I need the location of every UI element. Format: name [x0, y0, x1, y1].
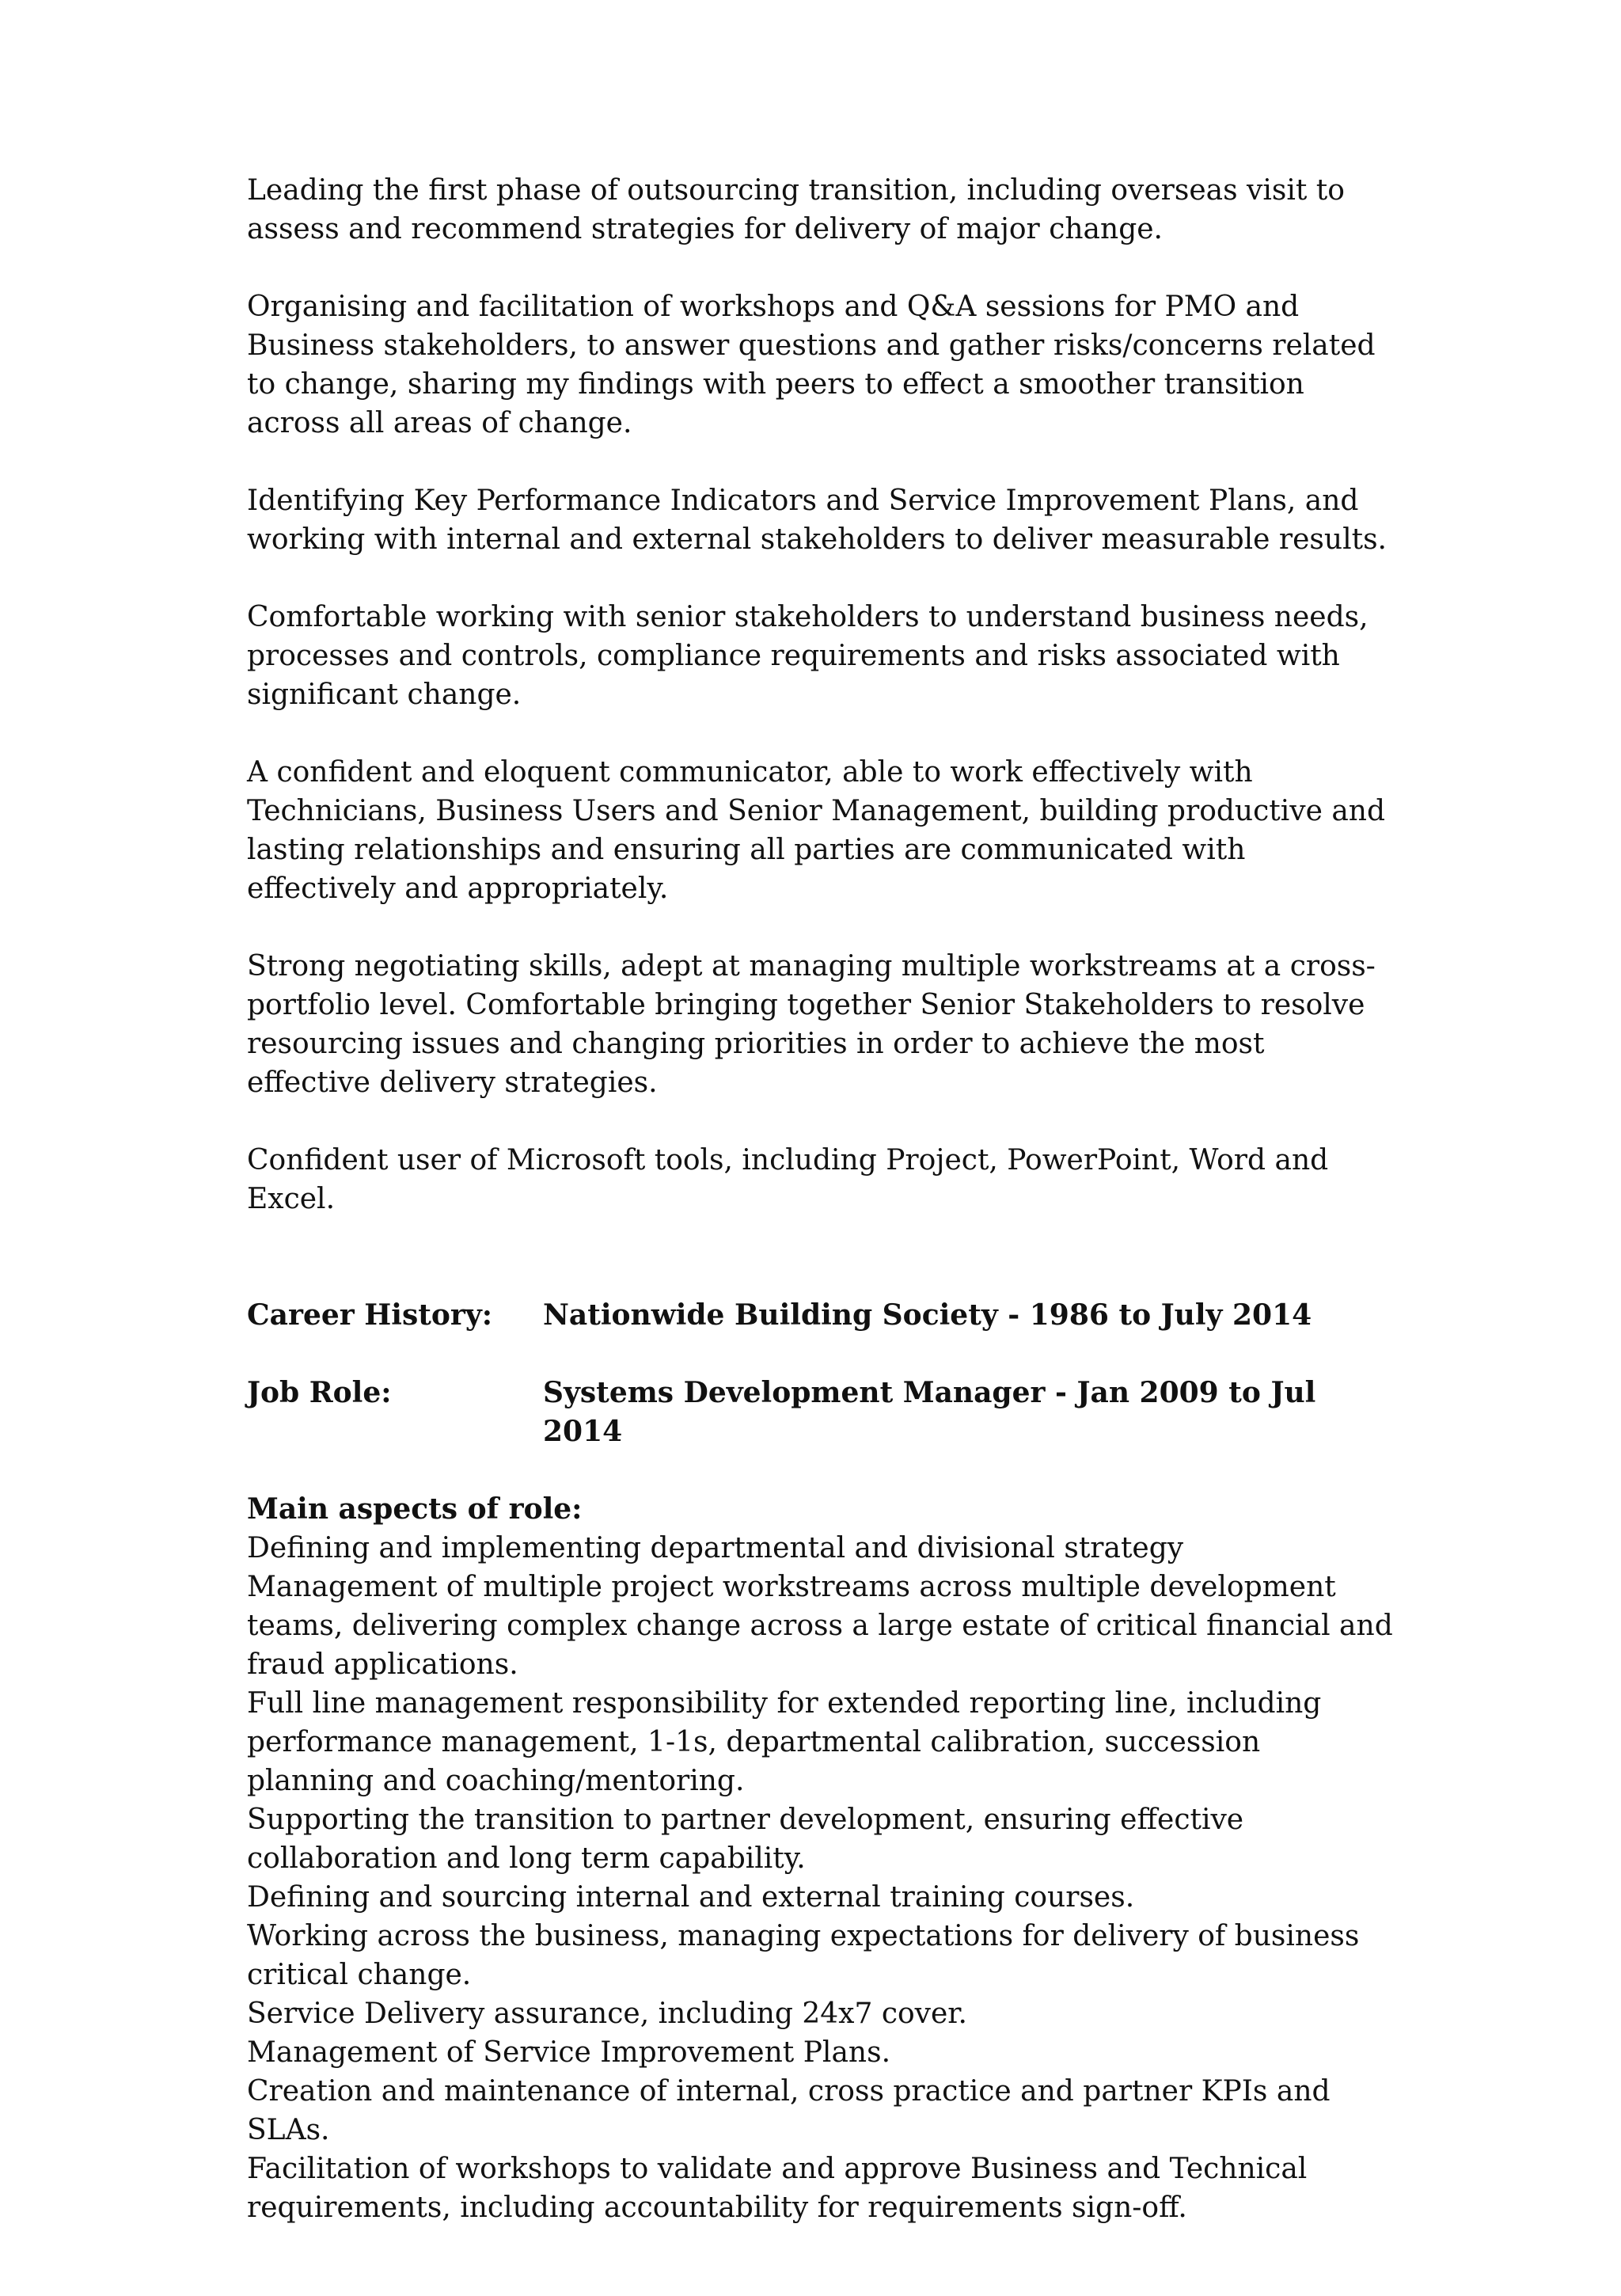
career-history-label: Career History:: [247, 1298, 493, 1332]
main-aspects-list: [247, 1529, 1395, 2227]
career-history-row: [247, 1296, 1395, 1335]
list-item: Creation and maintenance of internal, cross practice and partner KPIs and SLAs.: [247, 2075, 1331, 2146]
main-aspects-heading: Main aspects of role:: [247, 1492, 583, 1526]
list-item: Management of Service Improvement Plans.: [247, 2036, 891, 2069]
list-item: Service Delivery assurance, including 24x7 cover.: [247, 1998, 968, 2030]
summary-paragraph: A confident and eloquent communicator, able to work effectively with Technicians, Business Users and Senior Management, building productive and lasting relationships and ensuring all parties are communicated with effectively and appropriately.: [247, 756, 1386, 905]
summary-paragraph: Confident user of Microsoft tools, including Project, PowerPoint, Word and Excel.: [247, 1144, 1329, 1215]
career-history-value: Nationwide Building Society - 1986 to July 2014: [543, 1298, 1312, 1332]
summary-paragraph: Strong negotiating skills, adept at managing multiple workstreams at a cross-portfolio level. Comfortable bringing together Senior Stakeholders to resolve resourcing issues and changing priorities in order to achieve the most effective delivery strategies.: [247, 950, 1376, 1099]
job-role-row: [247, 1374, 1395, 1451]
list-item: Full line management responsibility for extended reporting line, including performance management, 1-1s, departmental calibration, succession planning and coaching/mentoring.: [247, 1687, 1322, 1797]
summary-paragraph: Leading the first phase of outsourcing transition, including overseas visit to assess and recommend strategies for delivery of major change.: [247, 174, 1345, 245]
list-item: Working across the business, managing expectations for delivery of business critical change.: [247, 1920, 1360, 1991]
list-item: Management of multiple project workstreams across multiple development teams, delivering complex change across a large estate of critical financial and fraud applications.: [247, 1571, 1393, 1681]
summary-paragraph: Organising and facilitation of workshops and Q&A sessions for PMO and Business stakeholders, to answer questions and gather risks/concerns related to change, sharing my findings with peers to effect a smoother transition across all areas of change.: [247, 291, 1376, 439]
list-item: Defining and implementing departmental and divisional strategy: [247, 1532, 1184, 1564]
job-role-value: Systems Development Manager - Jan 2009 to Jul 2014: [543, 1376, 1316, 1448]
document-page: [247, 171, 1395, 2227]
summary-paragraph: Identifying Key Performance Indicators and Service Improvement Plans, and working with internal and external stakeholders to deliver measurable results.: [247, 485, 1387, 556]
list-item: Facilitation of workshops to validate and approve Business and Technical requirements, including accountability for requirements sign-off.: [247, 2153, 1308, 2224]
list-item: Supporting the transition to partner development, ensuring effective collaboration and long term capability.: [247, 1804, 1244, 1875]
summary-paragraph: Comfortable working with senior stakeholders to understand business needs, processes and controls, compliance requirements and risks associated with significant change.: [247, 601, 1369, 711]
job-role-label: Job Role:: [247, 1376, 392, 1409]
list-item: Defining and sourcing internal and external training courses.: [247, 1881, 1135, 1914]
